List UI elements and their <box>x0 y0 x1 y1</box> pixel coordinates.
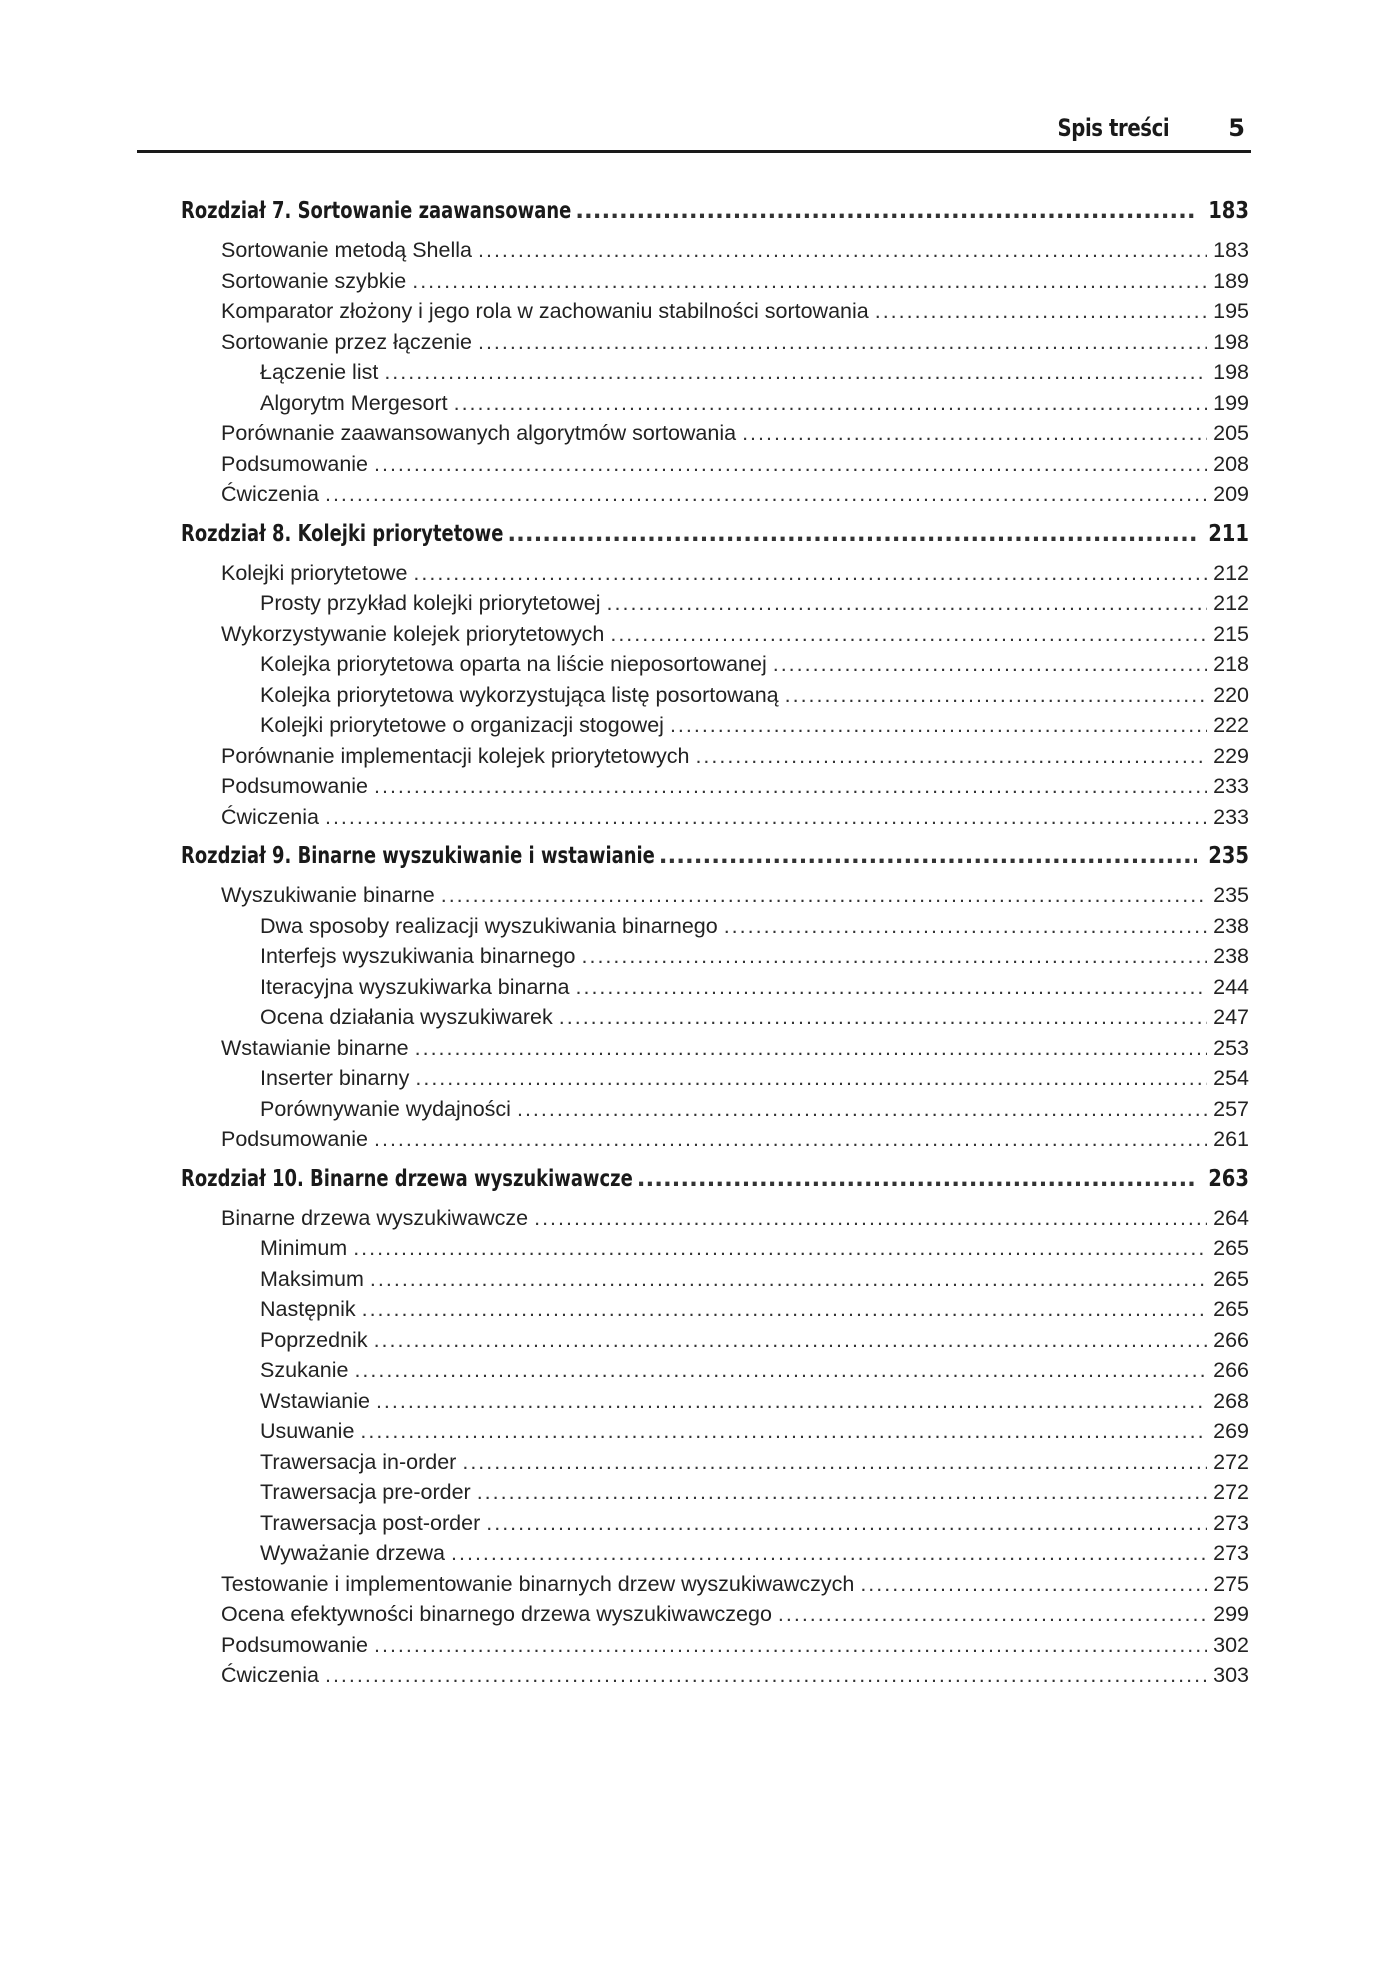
toc-entry-row <box>181 561 1249 592</box>
dot-leader <box>575 198 1197 224</box>
entry-title: Kolejki priorytetowe <box>221 560 408 585</box>
entry-title: Usuwanie <box>260 1419 355 1443</box>
entry-page-number: 233 <box>1213 804 1249 829</box>
dot-leader <box>325 805 1207 830</box>
toc-entry-row <box>181 1328 1249 1359</box>
dot-leader <box>370 1267 1207 1292</box>
entry-page-number: 198 <box>1213 360 1249 384</box>
toc-entry-row <box>181 1480 1249 1511</box>
table-of-contents <box>181 198 1249 1694</box>
entry-title: Binarne drzewa wyszukiwawcze <box>221 1205 529 1230</box>
entry-page-number: 261 <box>1213 1127 1249 1151</box>
dot-leader <box>610 622 1207 647</box>
dot-leader <box>478 238 1207 263</box>
dot-leader <box>576 975 1208 1000</box>
chapter-page-number: 263 <box>1208 1165 1249 1192</box>
toc-entry-row <box>181 774 1249 805</box>
dot-leader <box>353 1236 1207 1261</box>
chapter-page-number: 235 <box>1208 843 1249 869</box>
toc-entry-row <box>181 652 1249 683</box>
dot-leader <box>477 1480 1207 1505</box>
entry-title: Ocena działania wyszukiwarek <box>260 1005 553 1029</box>
entry-title: Porównanie zaawansowanych algorytmów sortowania <box>221 421 737 445</box>
entry-title: Ćwiczenia <box>221 1663 319 1687</box>
dot-leader <box>441 883 1207 908</box>
dot-leader <box>507 521 1197 547</box>
page-number: 5 <box>1228 114 1245 142</box>
dot-leader <box>724 914 1207 939</box>
entry-page-number: 199 <box>1213 390 1249 415</box>
toc-entry-row <box>181 1541 1249 1572</box>
toc-entry-row <box>181 1572 1249 1603</box>
dot-leader <box>860 1572 1207 1597</box>
entry-page-number: 235 <box>1213 883 1249 907</box>
entry-page-number: 265 <box>1213 1297 1249 1321</box>
entry-page-number: 222 <box>1213 713 1249 737</box>
toc-entry-row <box>181 1358 1249 1389</box>
dot-leader <box>875 299 1207 324</box>
running-title: Spis treści <box>1057 114 1169 142</box>
toc-entry-row <box>181 299 1249 330</box>
entry-title: Trawersacja pre-order <box>260 1480 471 1504</box>
dot-leader <box>637 1166 1197 1192</box>
entry-title: Komparator złożony i jego rola w zachowaniu stabilności sortowania <box>221 299 869 323</box>
entry-page-number: 247 <box>1213 1005 1249 1029</box>
entry-page-number: 272 <box>1213 1480 1249 1504</box>
toc-entry-row <box>181 238 1249 269</box>
dot-leader <box>742 421 1207 446</box>
toc-entry-row <box>181 1419 1249 1450</box>
dot-leader <box>773 652 1207 677</box>
entry-page-number: 209 <box>1213 482 1249 506</box>
entry-title: Wstawianie binarne <box>221 1035 409 1060</box>
toc-entry-row <box>181 805 1249 836</box>
entry-page-number: 195 <box>1213 299 1249 323</box>
dot-leader <box>413 561 1207 586</box>
dot-leader <box>412 269 1207 294</box>
toc-entry-row <box>181 1633 1249 1664</box>
toc-entry-row <box>181 975 1249 1006</box>
entry-title: Testowanie i implementowanie binarnych drzew wyszukiwawczych <box>221 1571 855 1596</box>
entry-title: Kolejki priorytetowe o organizacji stogowej <box>260 713 664 737</box>
entry-title: Sortowanie przez łączenie <box>221 329 472 354</box>
entry-title: Algorytm Mergesort <box>260 390 448 415</box>
dot-leader <box>607 591 1208 616</box>
toc-entry-row <box>181 452 1249 483</box>
dot-leader <box>374 452 1207 477</box>
entry-page-number: 264 <box>1213 1205 1249 1230</box>
entry-title: Podsumowanie <box>221 774 369 798</box>
dot-leader <box>374 1328 1208 1353</box>
dot-leader <box>454 391 1208 416</box>
toc-entry-row <box>181 360 1249 391</box>
entry-page-number: 266 <box>1213 1327 1249 1352</box>
chapter-title: Rozdział 8. Kolejki priorytetowe <box>181 520 504 547</box>
toc-entry-row <box>181 1663 1249 1694</box>
toc-entry-row <box>181 330 1249 361</box>
chapter-page-number: 183 <box>1208 198 1249 224</box>
dot-leader <box>325 1663 1207 1688</box>
entry-title: Wyszukiwanie binarne <box>221 883 435 907</box>
entry-title: Minimum <box>260 1236 348 1260</box>
entry-page-number: 299 <box>1213 1602 1249 1626</box>
toc-entry-row <box>181 269 1249 300</box>
toc-entry-row <box>181 713 1249 744</box>
toc-chapter-row <box>181 843 1249 883</box>
toc-entry-row <box>181 482 1249 513</box>
page-header <box>137 112 1251 153</box>
toc-entry-row <box>181 1127 1249 1158</box>
dot-leader <box>415 1066 1207 1091</box>
toc-entry-row <box>181 883 1249 914</box>
entry-title: Poprzednik <box>260 1327 368 1352</box>
toc-entry-row <box>181 1005 1249 1036</box>
toc-entry-row <box>181 1602 1249 1633</box>
toc-chapter-row <box>181 198 1249 238</box>
dot-leader <box>478 330 1207 355</box>
toc-entry-row <box>181 1389 1249 1420</box>
entry-page-number: 273 <box>1213 1510 1249 1535</box>
dot-leader <box>354 1358 1207 1383</box>
entry-title: Prosty przykład kolejki priorytetowej <box>260 591 601 615</box>
entry-page-number: 215 <box>1213 621 1249 646</box>
dot-leader <box>462 1450 1207 1475</box>
entry-page-number: 254 <box>1213 1066 1249 1090</box>
entry-page-number: 244 <box>1213 974 1249 999</box>
entry-title: Inserter binarny <box>260 1066 410 1090</box>
entry-title: Interfejs wyszukiwania binarnego <box>260 944 576 968</box>
entry-title: Wykorzystywanie kolejek priorytetowych <box>221 621 605 646</box>
entry-page-number: 238 <box>1213 913 1249 938</box>
dot-leader <box>534 1206 1207 1231</box>
entry-title: Kolejka priorytetowa wykorzystująca listę posortowaną <box>260 682 779 707</box>
entry-title: Ocena efektywności binarnego drzewa wyszukiwawczego <box>221 1602 772 1626</box>
entry-page-number: 208 <box>1213 451 1249 476</box>
toc-entry-row <box>181 1036 1249 1067</box>
chapter-title: Rozdział 10. Binarne drzewa wyszukiwawcze <box>181 1165 633 1192</box>
toc-entry-row <box>181 1297 1249 1328</box>
dot-leader <box>384 360 1207 385</box>
entry-title: Porównanie implementacji kolejek priorytetowych <box>221 743 690 768</box>
dot-leader <box>778 1602 1207 1627</box>
toc-entry-row <box>181 1066 1249 1097</box>
entry-title: Maksimum <box>260 1266 364 1291</box>
dot-leader <box>360 1419 1207 1444</box>
toc-entry-row <box>181 421 1249 452</box>
dot-leader <box>517 1097 1207 1122</box>
entry-title: Ćwiczenia <box>221 804 319 829</box>
entry-page-number: 205 <box>1213 421 1249 445</box>
dot-leader <box>486 1511 1207 1536</box>
entry-page-number: 229 <box>1213 743 1249 768</box>
entry-title: Następnik <box>260 1297 356 1321</box>
dot-leader <box>582 944 1208 969</box>
toc-entry-row <box>181 1450 1249 1481</box>
dot-leader <box>785 683 1208 708</box>
dot-leader <box>695 744 1207 769</box>
toc-entry-row <box>181 744 1249 775</box>
chapter-title: Rozdział 7. Sortowanie zaawansowane <box>181 198 572 224</box>
entry-page-number: 275 <box>1213 1571 1249 1596</box>
dot-leader <box>374 774 1207 799</box>
entry-title: Ćwiczenia <box>221 482 319 506</box>
toc-entry-row <box>181 1267 1249 1298</box>
toc-chapter-row <box>181 1166 1249 1206</box>
entry-page-number: 266 <box>1213 1358 1249 1382</box>
entry-title: Sortowanie szybkie <box>221 268 407 293</box>
entry-title: Podsumowanie <box>221 1127 369 1151</box>
toc-entry-row <box>181 1097 1249 1128</box>
entry-title: Porównywanie wydajności <box>260 1096 511 1121</box>
entry-page-number: 302 <box>1213 1632 1249 1657</box>
entry-page-number: 253 <box>1213 1035 1249 1060</box>
entry-title: Trawersacja in-order <box>260 1449 457 1474</box>
entry-page-number: 238 <box>1213 944 1249 968</box>
entry-page-number: 273 <box>1213 1541 1249 1565</box>
dot-leader <box>325 482 1207 507</box>
entry-page-number: 189 <box>1213 268 1249 293</box>
chapter-page-number: 211 <box>1208 520 1249 547</box>
entry-page-number: 212 <box>1213 591 1249 615</box>
entry-title: Iteracyjna wyszukiwarka binarna <box>260 974 570 999</box>
entry-title: Wstawianie <box>260 1388 370 1413</box>
entry-page-number: 265 <box>1213 1266 1249 1291</box>
entry-page-number: 198 <box>1213 329 1249 354</box>
toc-entry-row <box>181 914 1249 945</box>
entry-page-number: 265 <box>1213 1236 1249 1260</box>
entry-title: Trawersacja post-order <box>260 1510 481 1535</box>
entry-title: Dwa sposoby realizacji wyszukiwania binarnego <box>260 913 718 938</box>
dot-leader <box>374 1127 1207 1152</box>
toc-chapter-row <box>181 521 1249 561</box>
dot-leader <box>362 1297 1208 1322</box>
entry-page-number: 303 <box>1213 1663 1249 1687</box>
entry-page-number: 218 <box>1213 652 1249 676</box>
dot-leader <box>415 1036 1208 1061</box>
dot-leader <box>659 843 1197 869</box>
toc-entry-row <box>181 1511 1249 1542</box>
entry-title: Szukanie <box>260 1358 349 1382</box>
dot-leader <box>376 1389 1207 1414</box>
entry-title: Kolejka priorytetowa oparta na liście nieposortowanej <box>260 652 767 676</box>
entry-page-number: 269 <box>1213 1419 1249 1443</box>
toc-entry-row <box>181 1236 1249 1267</box>
entry-title: Sortowanie metodą Shella <box>221 238 472 262</box>
entry-page-number: 233 <box>1213 774 1249 798</box>
toc-entry-row <box>181 683 1249 714</box>
entry-title: Łączenie list <box>260 360 379 384</box>
entry-page-number: 257 <box>1213 1096 1249 1121</box>
entry-page-number: 268 <box>1213 1388 1249 1413</box>
toc-entry-row <box>181 1206 1249 1237</box>
entry-title: Podsumowanie <box>221 451 369 476</box>
entry-title: Podsumowanie <box>221 1632 369 1657</box>
dot-leader <box>374 1633 1207 1658</box>
entry-page-number: 183 <box>1213 238 1249 262</box>
entry-page-number: 212 <box>1213 560 1249 585</box>
chapter-title: Rozdział 9. Binarne wyszukiwanie i wstawianie <box>181 843 655 869</box>
dot-leader <box>559 1005 1207 1030</box>
dot-leader <box>451 1541 1207 1566</box>
entry-page-number: 220 <box>1213 682 1249 707</box>
entry-page-number: 272 <box>1213 1449 1249 1474</box>
toc-entry-row <box>181 944 1249 975</box>
toc-entry-row <box>181 391 1249 422</box>
toc-entry-row <box>181 591 1249 622</box>
dot-leader <box>670 713 1207 738</box>
entry-title: Wyważanie drzewa <box>260 1541 446 1565</box>
toc-entry-row <box>181 622 1249 653</box>
